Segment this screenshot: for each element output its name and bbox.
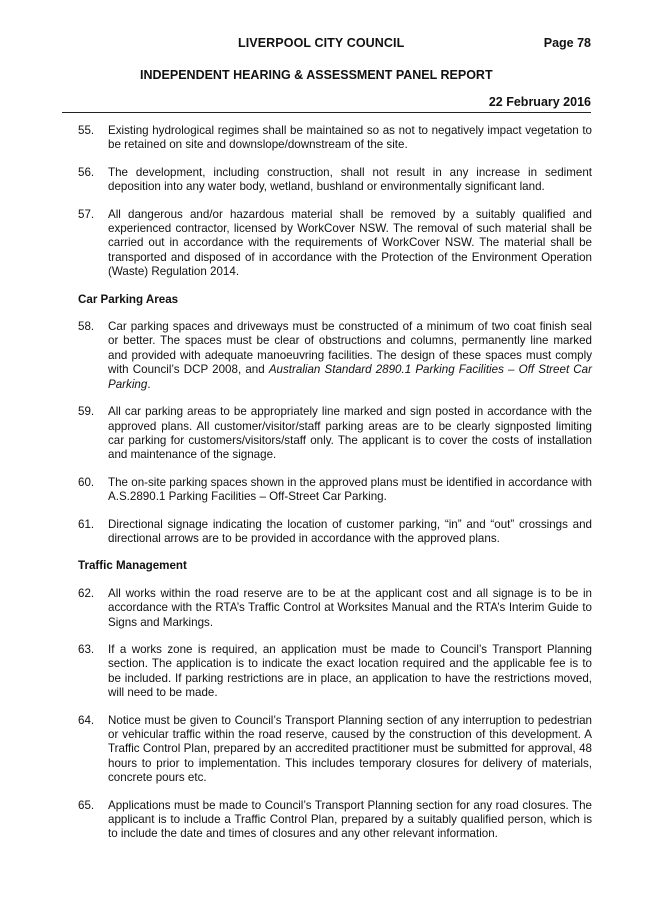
condition-number: 60. <box>78 475 95 489</box>
condition-text: All works within the road reserve are to be at the applicant cost and all signage is to be in accordance with the RTA’s Traffic Control at Worksites Manual and the RTA’s Interim Guide to Signs and Markings. <box>108 586 592 629</box>
standard-reference: Australian Standard 2890.1 Parking Facilities – Off Street Car Parking <box>108 363 592 391</box>
condition-number: 62. <box>78 586 95 600</box>
condition-text: All car parking areas to be appropriately line marked and sign posted in accordance with the approved plans. All customer/visitor/staff parking areas are to be clearly signposted limiting car parking for customers/visitors/staff only. The applicant is to cover the costs of installation and maintenance of the signage. <box>108 405 592 462</box>
condition-group <box>78 405 592 546</box>
condition-item <box>78 714 592 786</box>
condition-number: 63. <box>78 642 95 656</box>
condition-number: 55. <box>78 124 95 137</box>
condition-number: 64. <box>78 713 95 727</box>
condition-item <box>78 320 592 392</box>
condition-text: Applications must be made to Council’s Transport Planning section for any road closures. The applicant is to include a Traffic Control Plan, prepared by a suitably qualified person, which is to include the date and times of closures and any other relevant information. <box>108 798 592 841</box>
condition-item <box>78 476 592 505</box>
condition-text: All dangerous and/or hazardous material shall be removed by a suitably qualified and experienced contractor, licensed by WorkCover NSW. The removal of such material shall be carried out in accordance with the requirements of WorkCover NSW. The material shall be transported and disposed of in accordance with the Protection of the Environment Operation (Waste) Regulation 2014. <box>108 207 592 279</box>
report-date: 22 February 2016 <box>488 95 591 109</box>
condition-item <box>78 587 592 630</box>
condition-item <box>78 405 592 463</box>
condition-number: 65. <box>78 798 95 812</box>
report-title: INDEPENDENT HEARING & ASSESSMENT PANEL REPORT <box>140 68 493 82</box>
condition-item <box>78 518 592 547</box>
condition-number: 57. <box>78 207 95 221</box>
condition-text: If a works zone is required, an application must be made to Council’s Transport Planning section. The application is to indicate the exact location required and the applicable fee is to be included. If parking restrictions are in place, an application to have the restrictions moved, will need to be made. <box>108 642 592 700</box>
condition-group <box>78 124 592 280</box>
condition-group <box>78 587 592 842</box>
header-divider <box>62 112 591 113</box>
condition-number: 56. <box>78 165 95 179</box>
condition-number: 58. <box>78 320 95 334</box>
condition-text: The development, including construction, shall not result in any increase in sediment deposition into any water body, wetland, bushland or environmentally significant land. <box>108 165 592 194</box>
condition-item <box>78 208 592 280</box>
conditions-body <box>78 124 592 855</box>
condition-item <box>78 124 592 153</box>
condition-item <box>78 799 592 842</box>
condition-item <box>78 643 592 701</box>
section-heading-traffic: Traffic Management <box>78 559 187 573</box>
condition-text: The on-site parking spaces shown in the approved plans must be identified in accordance with A.S.2890.1 Parking Facilities – Off-Street Car Parking. <box>108 475 592 504</box>
condition-text: Directional signage indicating the location of customer parking, “in” and “out” crossings and directional arrows are to be provided in accordance with the approved plans. <box>108 517 592 545</box>
condition-text: Notice must be given to Council’s Transport Planning section of any interruption to pedestrian or vehicular traffic within the road reserve, caused by the construction of this development. A Traffic Control Plan, prepared by an accredited practitioner must be submitted for approval, 48 hours to prior to implementation. This includes temporary closures for delivery of materials, concrete pours etc. <box>108 713 592 785</box>
section-heading-car-parking: Car Parking Areas <box>78 292 179 306</box>
condition-text: Existing hydrological regimes shall be maintained so as not to negatively impact vegetation to be retained on site and downslope/downstream of the site. <box>108 124 592 152</box>
page-number: Page 78 <box>543 36 591 50</box>
condition-number: 59. <box>78 405 95 419</box>
condition-number: 61. <box>78 517 95 531</box>
council-name: LIVERPOOL CITY COUNCIL <box>238 36 405 50</box>
condition-item <box>78 166 592 195</box>
condition-text: Car parking spaces and driveways must be constructed of a minimum of two coat finish seal or better. The spaces must be clear of obstructions and columns, permanently line marked and provided with adequate manoeuvring facilities. The design of these spaces must comply with Council’s DCP 2008, and Australian Standard 2890.1 Parking Facilities – Off Street Car Parking. <box>108 320 592 391</box>
